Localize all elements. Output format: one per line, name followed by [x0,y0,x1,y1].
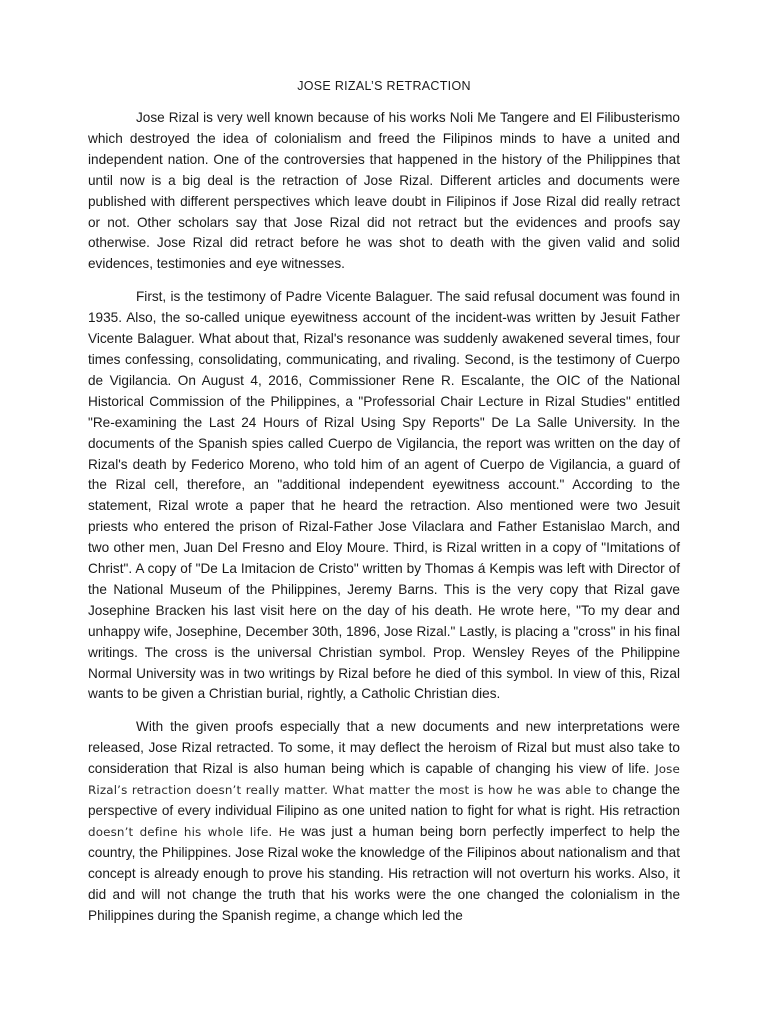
paragraph-evidence: First, is the testimony of Padre Vicente Balaguer. The said refusal document was found in 1935. Also, the so-called unique eyewitness account of the incident-was written by Jesuit Father Vicente Balaguer. What about that, Rizal's resonance was suddenly awakened several times, four times confessing, consolidating, communicating, and rivaling. Second, is the testimony of Cuerpo de Vigilancia. On August 4, 2016, Commissioner Rene R. Escalante, the OIC of the National Historical Commission of the Philippines, a "Professorial Chair Lecture in Rizal Studies" entitled "Re-examining the Last 24 Hours of Rizal Using Spy Reports" De La Salle University. In the documents of the Spanish spies called Cuerpo de Vigilancia, the report was written on the day of Rizal's death by Federico Moreno, who told him of an agent of Cuerpo de Vigilancia, a guard of the Rizal cell, therefore, an "additional independent eyewitness account." According to the statement, Rizal wrote a paper that he heard the retraction. Also mentioned were two Jesuit priests who entered the prison of Rizal-Father Jose Vilaclara and Father Estanislao March, and two other men, Juan Del Fresno and Eloy Moure. Third, is Rizal written in a copy of "Imitations of Christ". A copy of "De La Imitacion de Cristo" written by Thomas á Kempis was left with Director of the National Museum of the Philippines, Jeremy Barns. This is the very copy that Rizal gave Josephine Bracken his last visit here on the day of his death. He wrote here, "To my dear and unhappy wife, Josephine, December 30th, 1896, Jose Rizal." Lastly, is placing a "cross" in his final writings. The cross is the universal Christian symbol. Prop. Wensley Reyes of the Philippine Normal University was in two writings by Rizal before he died of this symbol. In view of this, Rizal wants to be given a Christian burial, rightly, a Catholic Christian dies. [88,289,680,702]
conclusion-text-part-3: change the perspective of every individual Filipino as one united nation to fight for what is right. His retraction [88,782,680,818]
conclusion-text-part-2: Jose Rizal’s retraction doesn’t really matter. What matter the most is how he was able to [88,762,680,798]
paragraph-intro: Jose Rizal is very well known because of his works Noli Me Tangere and El Filibusterismo which destroyed the idea of colonialism and freed the Filipinos minds to have a united and independent nation. One of the controversies that happened in the history of the Philippines that until now is a big deal is the retraction of Jose Rizal. Different articles and documents were published with different perspectives which leave doubt in Filipinos if Jose Rizal did really retract or not. Other scholars say that Jose Rizal did not retract but the evidences and proofs say otherwise. Jose Rizal did retract before he was shot to death with the given valid and solid evidences, testimonies and eye witnesses. [88,110,680,272]
conclusion-text-part-1: With the given proofs especially that a new documents and new interpretations were released, Jose Rizal retracted. To some, it may deflect the heroism of Rizal but must also take to consideration that Rizal is also human being which is capable of changing his view of life. [88,719,680,777]
conclusion-text-part-5: was just a human being born perfectly imperfect to help the country, the Philippines. Jose Rizal woke the knowledge of the Filipinos about nationalism and that concept is already enough to prove his standing. His retraction will not overturn his works. Also, it did and will not change the truth that his works were the one changed the colonialism in the Philippines during the Spanish regime, a change which led the [88,823,680,923]
conclusion-text-part-4: doesn’t define his whole life. He [88,824,296,839]
paragraph-conclusion [88,717,680,926]
document-title: JOSE RIZAL’S RETRACTION [297,79,471,93]
